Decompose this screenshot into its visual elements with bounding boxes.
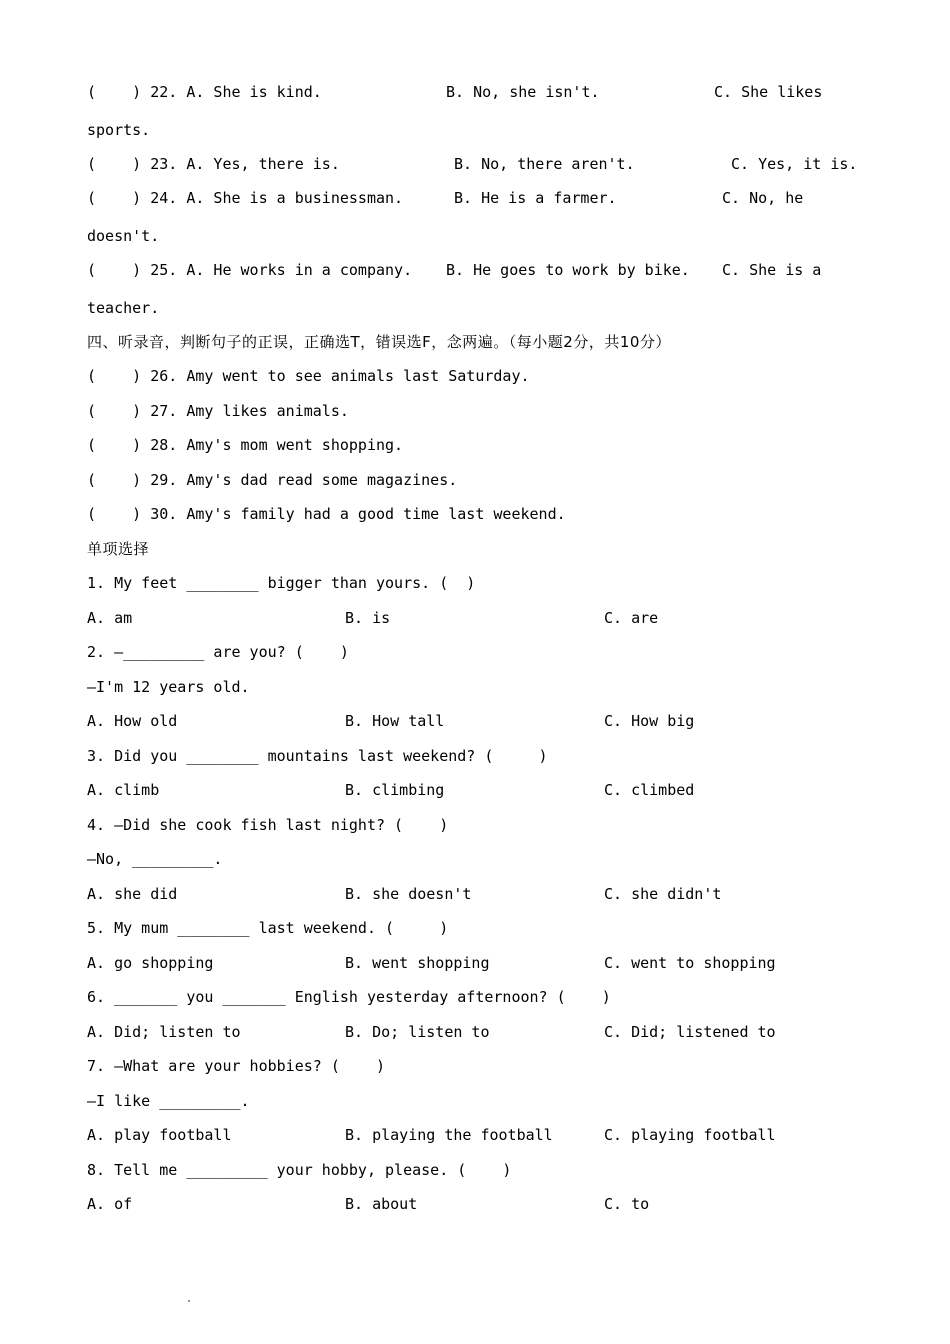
option-c: C. to: [604, 1195, 650, 1213]
option-c: C. No, he: [722, 189, 804, 207]
option-b: B. How tall: [345, 712, 445, 730]
question-stem: 7. —What are your hobbies? ( ): [87, 1057, 386, 1075]
option-c: C. She is a: [722, 261, 822, 279]
single-choice-title: 单项选择: [87, 540, 150, 558]
tf-item-29: ( ) 29. Amy's dad read some magazines.: [87, 471, 458, 489]
option-b: B. about: [345, 1195, 418, 1213]
option-c: C. went to shopping: [604, 954, 776, 972]
option-c-wrap: doesn't.: [87, 227, 160, 245]
option-b: B. Do; listen to: [345, 1023, 490, 1041]
question-23-line: ( ) 23. A. Yes, there is.: [87, 155, 340, 173]
option-b: B. He is a farmer.: [454, 189, 617, 207]
option-a: A. How old: [87, 712, 178, 730]
tf-item-26: ( ) 26. Amy went to see animals last Saturday.: [87, 367, 530, 385]
option-a: A. go shopping: [87, 954, 214, 972]
option-a: A. Did; listen to: [87, 1023, 241, 1041]
option-c: C. playing football: [604, 1126, 776, 1144]
option-a: A. of: [87, 1195, 133, 1213]
question-25-line: ( ) 25. A. He works in a company.: [87, 261, 413, 279]
question-stem: 4. —Did she cook fish last night? ( ): [87, 816, 449, 834]
tf-item-27: ( ) 27. Amy likes animals.: [87, 402, 349, 420]
option-b: B. went shopping: [345, 954, 490, 972]
tf-item-30: ( ) 30. Amy's family had a good time last weekend.: [87, 505, 566, 523]
option-c: C. She likes: [714, 83, 823, 101]
option-b: B. No, there aren't.: [454, 155, 635, 173]
option-a: A. play football: [87, 1126, 232, 1144]
option-a: A. she did: [87, 885, 178, 903]
option-b: B. climbing: [345, 781, 445, 799]
question-stem: 3. Did you ________ mountains last weekend? ( ): [87, 747, 548, 765]
question-stem: 2. —_________ are you? ( ): [87, 643, 349, 661]
option-b: B. she doesn't: [345, 885, 472, 903]
dialogue-reply: —I like _________.: [87, 1092, 250, 1110]
option-c: C. she didn't: [604, 885, 722, 903]
option-c: C. climbed: [604, 781, 695, 799]
option-a: A. climb: [87, 781, 160, 799]
question-stem: 6. _______ you _______ English yesterday afternoon? ( ): [87, 988, 611, 1006]
option-b: B. is: [345, 609, 391, 627]
question-22-line: ( ) 22. A. She is kind.: [87, 83, 322, 101]
dialogue-reply: —I'm 12 years old.: [87, 678, 250, 696]
page-dot: [188, 1300, 190, 1302]
option-c: C. are: [604, 609, 659, 627]
option-c: C. Did; listened to: [604, 1023, 776, 1041]
question-stem: 1. My feet ________ bigger than yours. ( ): [87, 574, 476, 592]
question-24-line: ( ) 24. A. She is a businessman.: [87, 189, 404, 207]
question-stem: 8. Tell me _________ your hobby, please. ( ): [87, 1161, 512, 1179]
option-b: B. playing the football: [345, 1126, 553, 1144]
section-4-title: 四、听录音，判断句子的正误，正确选T，错误选F，念两遍。（每小题2分，共10分）: [87, 333, 671, 351]
dialogue-reply: —No, _________.: [87, 850, 223, 868]
option-c: C. Yes, it is.: [731, 155, 858, 173]
option-b: B. He goes to work by bike.: [446, 261, 690, 279]
option-b: B. No, she isn't.: [446, 83, 600, 101]
option-c-wrap: teacher.: [87, 299, 160, 317]
option-c-wrap: sports.: [87, 121, 151, 139]
option-c: C. How big: [604, 712, 695, 730]
question-stem: 5. My mum ________ last weekend. ( ): [87, 919, 449, 937]
option-a: A. am: [87, 609, 133, 627]
tf-item-28: ( ) 28. Amy's mom went shopping.: [87, 436, 404, 454]
